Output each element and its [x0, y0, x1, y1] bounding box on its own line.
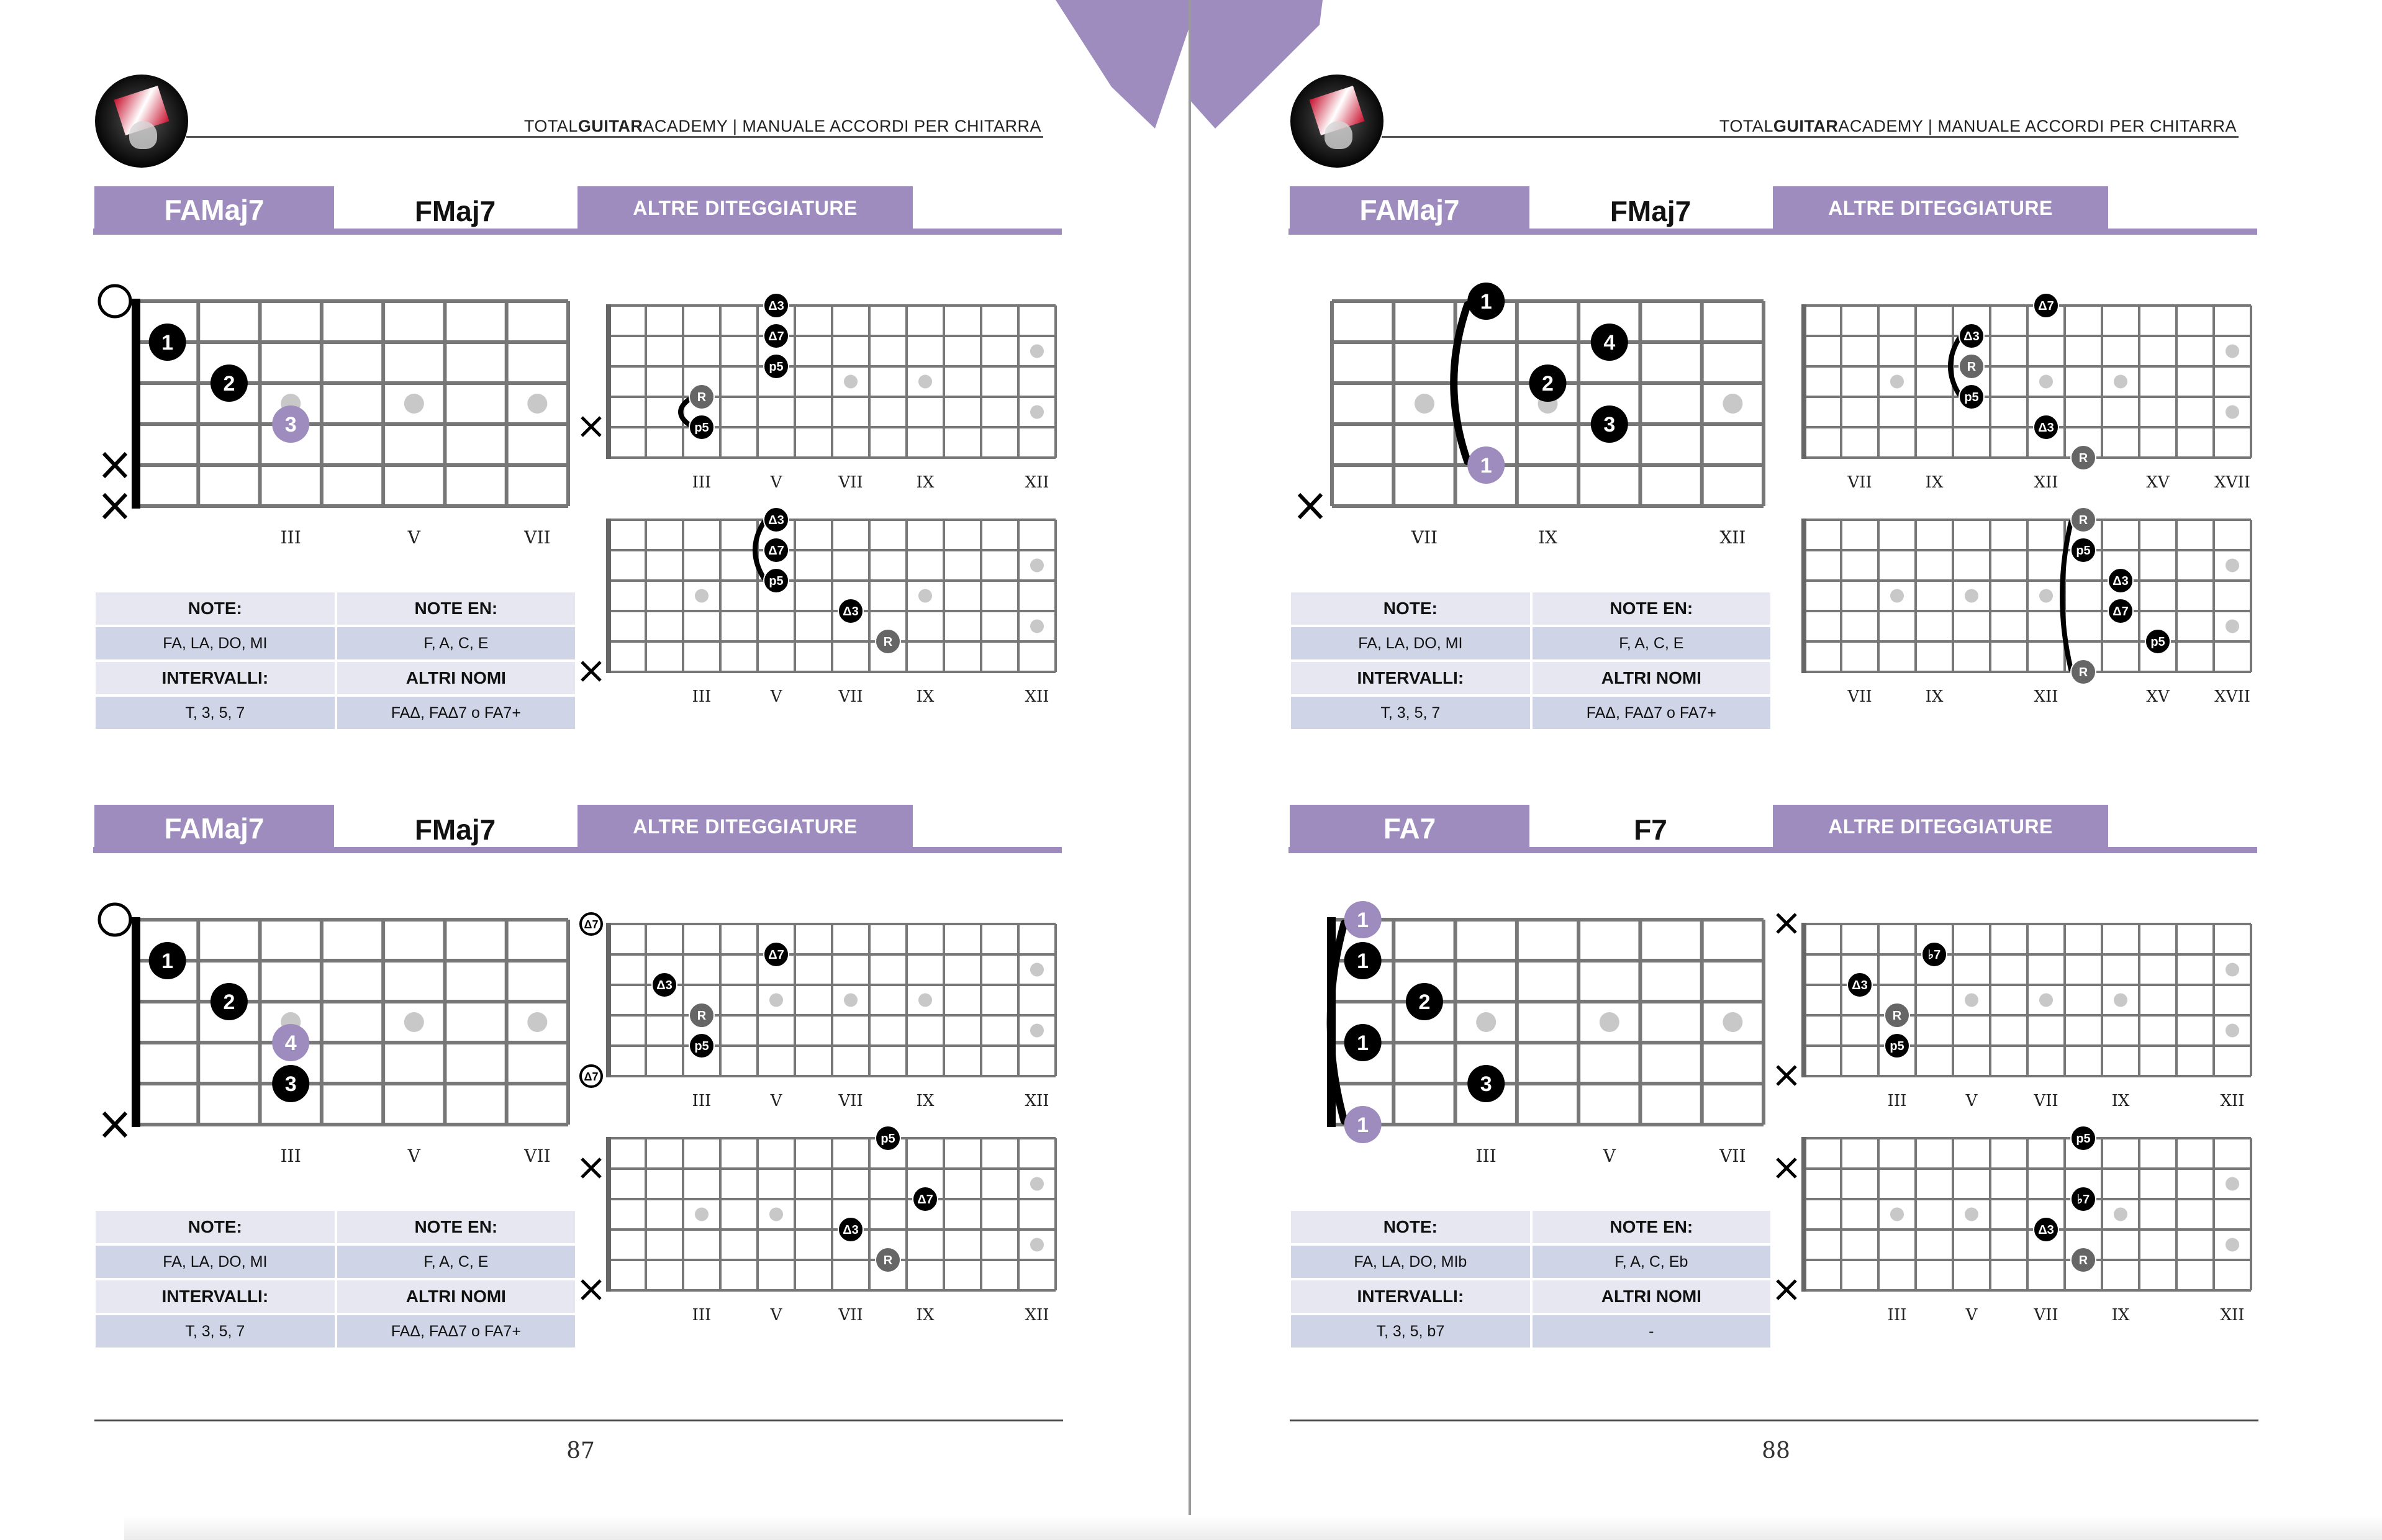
finger-number: 3 [1603, 413, 1616, 437]
interval-label: Δ3 [2038, 1223, 2054, 1237]
fret-position-marker [1965, 1208, 1978, 1221]
fret-position-marker [1965, 589, 1978, 603]
page-number: 88 [1762, 1438, 1790, 1464]
fret-position-marker [1030, 1238, 1044, 1252]
fret-position-marker [1600, 1012, 1619, 1032]
notes-value: FA, LA, DO, MI [96, 627, 335, 659]
fret-position-marker [2226, 1177, 2239, 1191]
fret-position-marker [2226, 1238, 2239, 1252]
intervals-label: INTERVALLI: [96, 662, 335, 694]
fret-number-label: VII [838, 473, 863, 492]
interval-label: p5 [694, 1040, 709, 1053]
fret-number-label: V [1965, 1306, 1978, 1325]
interval-label: Δ3 [2113, 574, 2129, 588]
chord-name-en: FMaj7 [334, 805, 576, 847]
fret-position-marker [1030, 1177, 1044, 1191]
fret-number-label: XV [2146, 687, 2170, 706]
finger-number: 1 [1480, 454, 1492, 478]
notes-value: FA, LA, DO, MIb [1291, 1246, 1530, 1278]
fret-position-marker [1723, 1012, 1742, 1032]
interval-label: Δ7 [2038, 299, 2054, 313]
fret-position-marker [404, 394, 424, 414]
interval-label: p5 [1964, 391, 1979, 404]
fret-number-label: V [1603, 1146, 1616, 1166]
chord-title-bar [1288, 805, 2257, 854]
finger-number: 1 [1357, 1113, 1369, 1137]
fret-number-label: IX [2111, 1306, 2130, 1325]
interval-label: Δ7 [768, 544, 784, 558]
muted-string-icon [1299, 494, 1321, 518]
chord-info-table [1288, 590, 1773, 732]
fret-number-label: XII [2034, 687, 2058, 706]
alt-fingering-diagram [581, 506, 1062, 706]
fret-number-label: IX [1925, 473, 1944, 492]
other-names-value: FAΔ, FAΔ7 o FA7+ [337, 1315, 575, 1348]
other-fingerings-label: ALTRE DITEGGIATURE [577, 186, 913, 229]
fret-number-label: V [407, 527, 420, 548]
fret-number-label: VII [838, 1092, 863, 1110]
muted-string-icon [104, 494, 126, 518]
other-names-label: ALTRI NOMI [337, 662, 575, 694]
fret-number-label: VII [838, 687, 863, 706]
fret-number-label: III [692, 687, 712, 706]
chord-name: FAMaj7 [94, 186, 334, 235]
other-names-label: ALTRI NOMI [1533, 662, 1770, 694]
fret-number-label: VII [1847, 687, 1872, 706]
fret-number-label: XII [1025, 473, 1049, 492]
muted-string-icon [582, 1159, 600, 1177]
interval-label: Δ7 [917, 1193, 933, 1207]
fret-position-marker [1030, 620, 1044, 633]
chord-title-bar [1288, 186, 2257, 236]
interval-label: ♭7 [1927, 948, 1941, 962]
finger-number: 1 [1480, 290, 1492, 314]
fret-number-label: VII [1411, 527, 1438, 548]
fret-number-label: VII [524, 1146, 551, 1166]
fret-number-label: XII [1025, 687, 1049, 706]
interval-label: R [697, 391, 707, 404]
fretboard-edge [1801, 304, 1806, 459]
muted-string-icon [582, 417, 600, 436]
fretboard-edge [606, 519, 611, 673]
finger-number: 2 [223, 990, 235, 1014]
interval-label: p5 [881, 1132, 895, 1146]
fret-position-marker [2114, 994, 2127, 1007]
alt-fingering-diagram [1776, 506, 2257, 706]
fret-number-label: VII [524, 527, 551, 548]
interval-label: Δ3 [843, 605, 859, 618]
finger-number: 4 [1603, 331, 1616, 355]
intervals-label: INTERVALLI: [96, 1280, 335, 1313]
fret-position-marker [404, 1012, 424, 1032]
fret-number-label: III [692, 1306, 712, 1325]
chord-info-table [93, 590, 577, 732]
chord-block [1288, 805, 2257, 1364]
nut [132, 299, 140, 509]
fret-number-label: XII [2034, 473, 2058, 492]
fret-number-label: VII [2034, 1306, 2058, 1325]
finger-number: 3 [284, 1072, 297, 1096]
fret-position-marker [2226, 620, 2239, 633]
fret-number-label: XVII [2214, 687, 2250, 706]
interval-label: p5 [694, 421, 709, 435]
main-chord-diagram [93, 898, 577, 1166]
fret-position-marker [769, 1208, 783, 1221]
open-string-icon [99, 904, 130, 935]
fret-number-label: IX [916, 1306, 935, 1325]
other-names-value: - [1533, 1315, 1770, 1348]
fret-number-label: V [770, 1092, 782, 1110]
notes-en-value: F, A, C, Eb [1533, 1246, 1770, 1278]
interval-label: Δ3 [768, 299, 784, 313]
fret-number-label: IX [2111, 1092, 2130, 1110]
interval-label: R [883, 1254, 893, 1267]
chord-block [1288, 186, 2257, 745]
alt-fingering-diagram [1776, 1125, 2257, 1325]
intervals-value: T, 3, 5, 7 [1291, 697, 1530, 729]
interval-label: R [2078, 451, 2088, 465]
intervals-value: T, 3, 5, 7 [96, 1315, 335, 1348]
interval-label: R [1967, 360, 1977, 374]
chord-title-bar [93, 186, 1062, 236]
interval-label: p5 [769, 360, 784, 374]
fret-number-label: IX [916, 1092, 935, 1110]
finger-number: 1 [1357, 1031, 1369, 1055]
other-names-value: FAΔ, FAΔ7 o FA7+ [337, 697, 575, 729]
chord-block [93, 805, 1062, 1364]
fret-number-label: III [692, 1092, 712, 1110]
intervals-value: T, 3, 5, 7 [96, 697, 335, 729]
fret-position-marker [1030, 345, 1044, 358]
notes-en-label: NOTE EN: [1533, 592, 1770, 625]
fret-position-marker [1965, 994, 1978, 1007]
fret-position-marker [918, 589, 932, 603]
fret-number-label: V [770, 687, 782, 706]
interval-label: R [697, 1009, 707, 1023]
other-fingerings-label: ALTRE DITEGGIATURE [1773, 805, 2108, 847]
finger-number: 2 [1418, 990, 1431, 1014]
fret-number-label: XV [2146, 473, 2170, 492]
fret-position-marker [918, 994, 932, 1007]
fret-number-label: XII [1719, 527, 1746, 548]
header-rule [186, 136, 1043, 138]
fret-position-marker [1030, 1024, 1044, 1038]
fret-position-marker [1723, 394, 1742, 414]
muted-string-icon [1777, 1066, 1796, 1085]
fret-position-marker [695, 589, 709, 603]
intervals-value: T, 3, 5, b7 [1291, 1315, 1530, 1348]
fret-number-label: XII [2220, 1306, 2245, 1325]
chord-title-bar [93, 805, 1062, 854]
interval-label: Δ3 [2038, 421, 2054, 435]
open-string-interval-label: Δ7 [584, 1071, 599, 1083]
notes-label: NOTE: [1291, 1211, 1530, 1243]
fret-position-marker [2226, 963, 2239, 977]
chord-name: FA7 [1290, 805, 1529, 853]
interval-label: Δ3 [843, 1223, 859, 1237]
alt-fingering-diagram [581, 1125, 1062, 1325]
fret-number-label: XII [2220, 1092, 2245, 1110]
chord-block [93, 186, 1062, 745]
interval-label: R [883, 635, 893, 649]
main-chord-diagram [1288, 279, 1773, 548]
fret-position-marker [2226, 405, 2239, 419]
fret-position-marker [1415, 394, 1434, 414]
notes-en-value: F, A, C, E [337, 1246, 575, 1278]
fretboard-edge [606, 304, 611, 459]
notes-en-value: F, A, C, E [1533, 627, 1770, 659]
fret-number-label: III [280, 527, 301, 548]
notes-label: NOTE: [96, 1211, 335, 1243]
muted-string-icon [1777, 1159, 1796, 1177]
finger-number: 3 [1480, 1072, 1492, 1096]
barre-bracket [681, 399, 689, 425]
fret-number-label: III [1887, 1306, 1907, 1325]
notes-en-label: NOTE EN: [337, 592, 575, 625]
open-string-interval-label: Δ7 [584, 918, 599, 931]
other-fingerings-label: ALTRE DITEGGIATURE [1773, 186, 2108, 229]
finger-number: 3 [284, 413, 297, 437]
alt-fingering-diagram [1776, 292, 2257, 492]
chord-name-en: FMaj7 [334, 186, 576, 229]
finger-number: 2 [1542, 372, 1554, 396]
fret-position-marker [1030, 559, 1044, 573]
fretboard-edge [1801, 519, 1806, 673]
fret-position-marker [2226, 1024, 2239, 1038]
fret-number-label: IX [916, 473, 935, 492]
alt-fingering-diagram [581, 910, 1062, 1110]
academy-logo [1290, 75, 1383, 168]
chord-name: FAMaj7 [94, 805, 334, 853]
page-gutter [1189, 0, 1191, 1540]
fret-position-marker [527, 394, 547, 414]
fret-number-label: VII [2034, 1092, 2058, 1110]
fret-number-label: XII [1025, 1306, 1049, 1325]
finger-number: 2 [223, 372, 235, 396]
fret-position-marker [1476, 1012, 1496, 1032]
fret-position-marker [844, 994, 858, 1007]
finger-number: 1 [161, 331, 174, 355]
main-chord-diagram [93, 279, 577, 548]
fret-position-marker [844, 375, 858, 389]
muted-string-icon [582, 662, 600, 681]
fret-position-marker [1890, 375, 1904, 389]
page-88 [1195, 0, 2382, 1540]
fret-number-label: VII [1847, 473, 1872, 492]
notes-label: NOTE: [1291, 592, 1530, 625]
fretboard-edge [1801, 1137, 1806, 1292]
finger-number: 4 [284, 1031, 297, 1055]
open-string-icon [99, 286, 130, 317]
other-names-value: FAΔ, FAΔ7 o FA7+ [1533, 697, 1770, 729]
fret-position-marker [918, 375, 932, 389]
fret-number-label: V [1965, 1092, 1978, 1110]
fret-number-label: III [1475, 1146, 1497, 1166]
running-header: TOTALGUITARACADEMY | MANUALE ACCORDI PER CHITARRA [523, 117, 1041, 135]
interval-label: ♭7 [2076, 1193, 2090, 1207]
interval-label: R [2078, 514, 2088, 527]
chord-info-table [1288, 1208, 1773, 1350]
fret-position-marker [2039, 375, 2053, 389]
muted-string-icon [104, 453, 126, 477]
interval-label: p5 [1890, 1040, 1904, 1053]
notes-en-label: NOTE EN: [337, 1211, 575, 1243]
fret-number-label: VII [1719, 1146, 1746, 1166]
other-names-label: ALTRI NOMI [337, 1280, 575, 1313]
muted-string-icon [582, 1280, 600, 1299]
intervals-label: INTERVALLI: [1291, 662, 1530, 694]
chord-info-table [93, 1208, 577, 1350]
chord-name-en: FMaj7 [1529, 186, 1772, 229]
fret-number-label: V [407, 1146, 420, 1166]
fret-position-marker [1890, 589, 1904, 603]
interval-label: Δ3 [1963, 330, 1980, 343]
fretboard-edge [606, 923, 611, 1077]
finger-number: 1 [1357, 908, 1369, 932]
interval-label: R [2078, 1254, 2088, 1267]
interval-label: p5 [769, 574, 784, 588]
interval-label: R [2078, 666, 2088, 679]
fret-position-marker [769, 994, 783, 1007]
fret-number-label: V [770, 1306, 782, 1325]
interval-label: Δ7 [768, 948, 784, 962]
fret-number-label: VII [838, 1306, 863, 1325]
finger-number: 1 [161, 949, 174, 973]
interval-label: Δ7 [768, 330, 784, 343]
fret-number-label: IX [916, 687, 935, 706]
fret-number-label: XVII [2214, 473, 2250, 492]
header-rule [1382, 136, 2239, 138]
finger-number: 1 [1357, 949, 1369, 973]
fret-position-marker [2039, 589, 2053, 603]
interval-label: R [1892, 1009, 1902, 1023]
fret-number-label: III [1887, 1092, 1907, 1110]
fret-position-marker [1890, 1208, 1904, 1221]
page-number: 87 [566, 1438, 595, 1464]
muted-string-icon [104, 1113, 126, 1136]
page-87 [0, 0, 1189, 1540]
fret-position-marker [2226, 559, 2239, 573]
academy-logo [95, 75, 188, 168]
fretboard-edge [1801, 923, 1806, 1077]
notes-value: FA, LA, DO, MI [96, 1246, 335, 1278]
fret-number-label: IX [1925, 687, 1944, 706]
fret-position-marker [527, 1012, 547, 1032]
alt-fingering-diagram [581, 292, 1062, 492]
fret-position-marker [1030, 963, 1044, 977]
footer-rule [94, 1420, 1063, 1421]
intervals-label: INTERVALLI: [1291, 1280, 1530, 1313]
other-fingerings-label: ALTRE DITEGGIATURE [577, 805, 913, 847]
interval-label: Δ3 [656, 979, 672, 992]
fret-position-marker [695, 1208, 709, 1221]
fret-position-marker [2114, 375, 2127, 389]
fret-position-marker [1030, 405, 1044, 419]
footer-rule [1290, 1420, 2258, 1421]
interval-label: Δ3 [768, 514, 784, 527]
interval-label: p5 [2076, 544, 2091, 558]
fret-position-marker [2039, 994, 2053, 1007]
fret-number-label: XII [1025, 1092, 1049, 1110]
nut [132, 917, 140, 1127]
fret-number-label: III [280, 1146, 301, 1166]
interval-label: p5 [2150, 635, 2165, 649]
fret-position-marker [2114, 1208, 2127, 1221]
fret-position-marker [2226, 345, 2239, 358]
notes-label: NOTE: [96, 592, 335, 625]
muted-string-icon [1777, 1280, 1796, 1299]
fret-number-label: V [770, 473, 782, 492]
other-names-label: ALTRI NOMI [1533, 1280, 1770, 1313]
fret-number-label: IX [1538, 527, 1557, 548]
running-header: TOTALGUITARACADEMY | MANUALE ACCORDI PER CHITARRA [1719, 117, 2237, 135]
interval-label: Δ7 [2113, 605, 2129, 618]
interval-label: Δ3 [1852, 979, 1868, 992]
alt-fingering-diagram [1776, 910, 2257, 1110]
fretboard-edge [606, 1137, 611, 1292]
chord-name-en: F7 [1529, 805, 1772, 847]
fret-number-label: III [692, 473, 712, 492]
notes-value: FA, LA, DO, MI [1291, 627, 1530, 659]
main-chord-diagram [1288, 898, 1773, 1166]
notes-en-label: NOTE EN: [1533, 1211, 1770, 1243]
muted-string-icon [1777, 914, 1796, 933]
notes-en-value: F, A, C, E [337, 627, 575, 659]
interval-label: p5 [2076, 1132, 2091, 1146]
chord-name: FAMaj7 [1290, 186, 1529, 235]
